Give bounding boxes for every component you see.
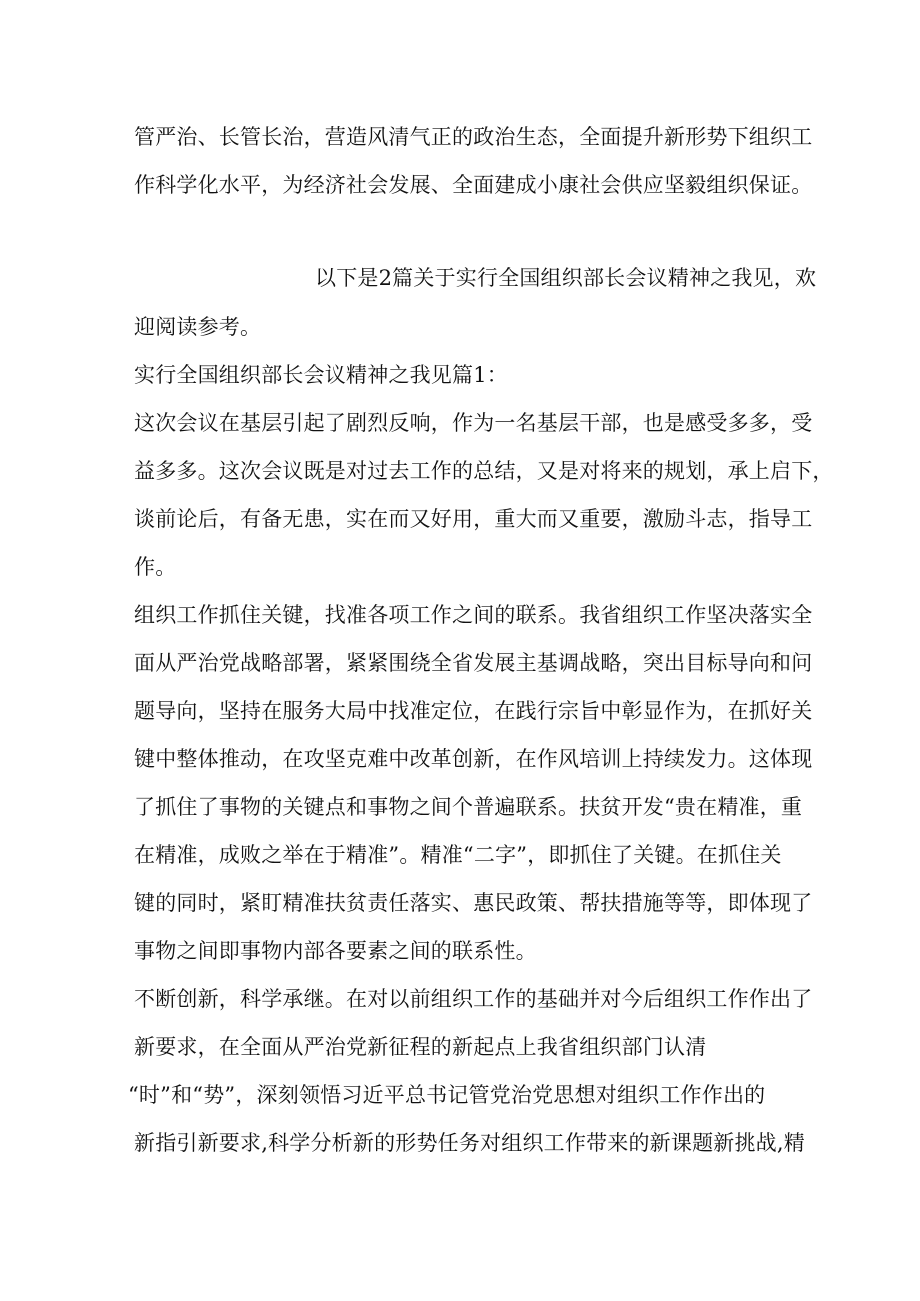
paragraph-line: 谈前论后，有备无患，实在而又好用，重大而又重要，激励斗志，指导工 [134, 507, 813, 531]
paragraph-line: 不断创新，科学承继。在对以前组织工作的基础并对今后组织工作作出了 [134, 987, 813, 1011]
intro-line: 以下是2篇关于实行全国组织部长会议精神之我见，欢 [315, 266, 817, 290]
paragraph-line: 作。 [134, 555, 177, 579]
paragraph-line: 事物之间即事物内部各要素之间的联系性。 [134, 939, 537, 963]
paragraph-line: 键中整体推动，在攻坚克难中改革创新，在作风培训上持续发力。这体现 [134, 747, 813, 771]
paragraph-line: 了抓住了事物的关键点和事物之间个普遍联系。扶贫开发“贵在精准，重 [134, 795, 803, 819]
paragraph-line: 作科学化水平，为经济社会发展、全面建成小康社会供应坚毅组织保证。 [134, 173, 813, 197]
paragraph-line: 在精准，成败之举在于精准”。精准“二字”，即抓住了关键。在抓住关 [134, 843, 782, 867]
paragraph-line: 面从严治党战略部署，紧紧围绕全省发展主基调战略，突出目标导向和问 [134, 651, 813, 675]
paragraph-line: 新指引新要求,科学分析新的形势任务对组织工作带来的新课题新挑战,精 [134, 1131, 805, 1155]
paragraph-line: “时”和“势”，深刻领悟习近平总书记管党治党思想对组织工作作出的 [128, 1083, 766, 1107]
paragraph-line: 键的同时，紧盯精准扶贫责任落实、惠民政策、帮扶措施等等，即体现了 [134, 891, 813, 915]
paragraph-line: 益多多。这次会议既是对过去工作的总结，又是对将来的规划，承上启下， [134, 459, 834, 483]
paragraph-line: 题导向，坚持在服务大局中找准定位，在践行宗旨中彰显作为，在抓好关 [134, 699, 813, 723]
intro-line: 迎阅读参考。 [134, 315, 262, 339]
paragraph-line: 管严治、长管长治，营造风清气正的政治生态，全面提升新形势下组织工 [134, 125, 813, 149]
paragraph-line: 这次会议在基层引起了剧烈反响，作为一名基层干部，也是感受多多，受 [134, 411, 813, 435]
section-heading: 实行全国组织部长会议精神之我见篇1： [134, 363, 508, 387]
paragraph-line: 新要求，在全面从严治党新征程的新起点上我省组织部门认清 [134, 1035, 707, 1059]
paragraph-line: 组织工作抓住关键，找准各项工作之间的联系。我省组织工作坚决落实全 [134, 603, 813, 627]
